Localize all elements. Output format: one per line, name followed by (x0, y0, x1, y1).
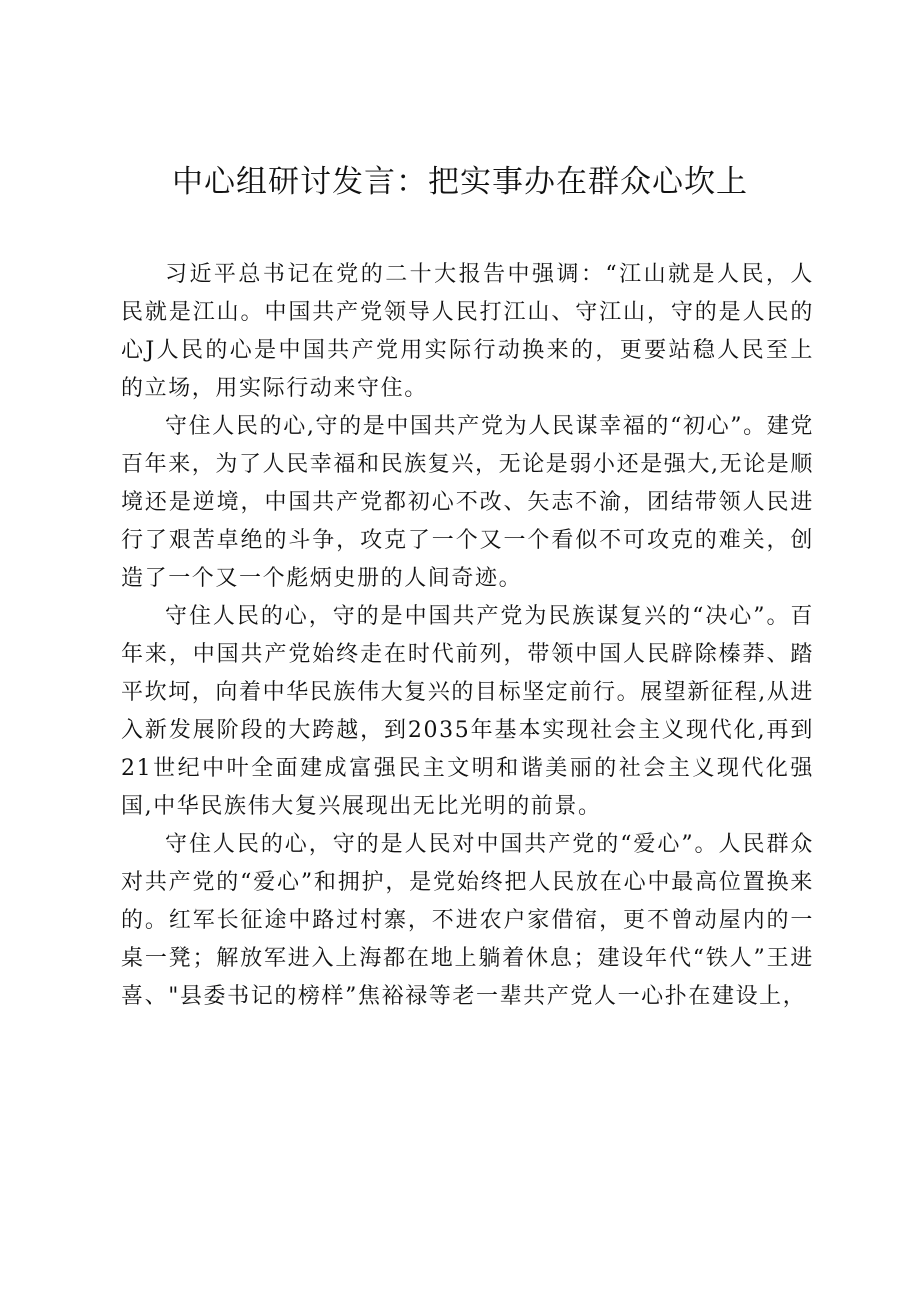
paragraph-1: 习近平总书记在党的二十大报告中强调：“江山就是人民，人民就是江山。中国共产党领导人民打江山、守江山，守的是人民的心J人民的心是中国共产党用实际行动换来的，更要站稳人民至上的立场，用实际行动来守住。 (121, 262, 814, 401)
document-title: 中心组研讨发言：把实事办在群众心坎上 (172, 164, 748, 200)
document-body (121, 256, 814, 1016)
paragraph-2: 守住人民的心,守的是中国共产党为人民谋幸福的“初心”。建党百年来，为了人民幸福和民族复兴，无论是弱小还是强大,无论是顺境还是逆境，中国共产党都初心不改、矢志不渝，团结带领人民进行了艰苦卓绝的斗争，攻克了一个又一个看似不可攻克的难关，创造了一个又一个彪炳史册的人间奇迹。 (121, 414, 814, 591)
paragraph-4: 守住人民的心，守的是人民对中国共产党的“爱心”。人民群众对共产党的“爱心”和拥护，是党始终把人民放在心中最高位置换来的。红军长征途中路过村寨，不进农户家借宿，更不曾动屋内的一桌一凳；解放军进入上海都在地上躺着休息；建设年代“铁人”王进喜、"县委书记的榜样”焦裕禄等老一辈共产党人一心扑在建设上， (121, 832, 814, 1009)
paragraph-3: 守住人民的心，守的是中国共产党为民族谋复兴的“决心”。百年来，中国共产党始终走在时代前列，带领中国人民辟除榛莽、踏平坎坷，向着中华民族伟大复兴的目标坚定前行。展望新征程,从进入新发展阶段的大跨越，到2035年基本实现社会主义现代化,再到21世纪中叶全面建成富强民主文明和谐美丽的社会主义现代化强国,中华民族伟大复兴展现出无比光明的前景。 (121, 604, 814, 819)
